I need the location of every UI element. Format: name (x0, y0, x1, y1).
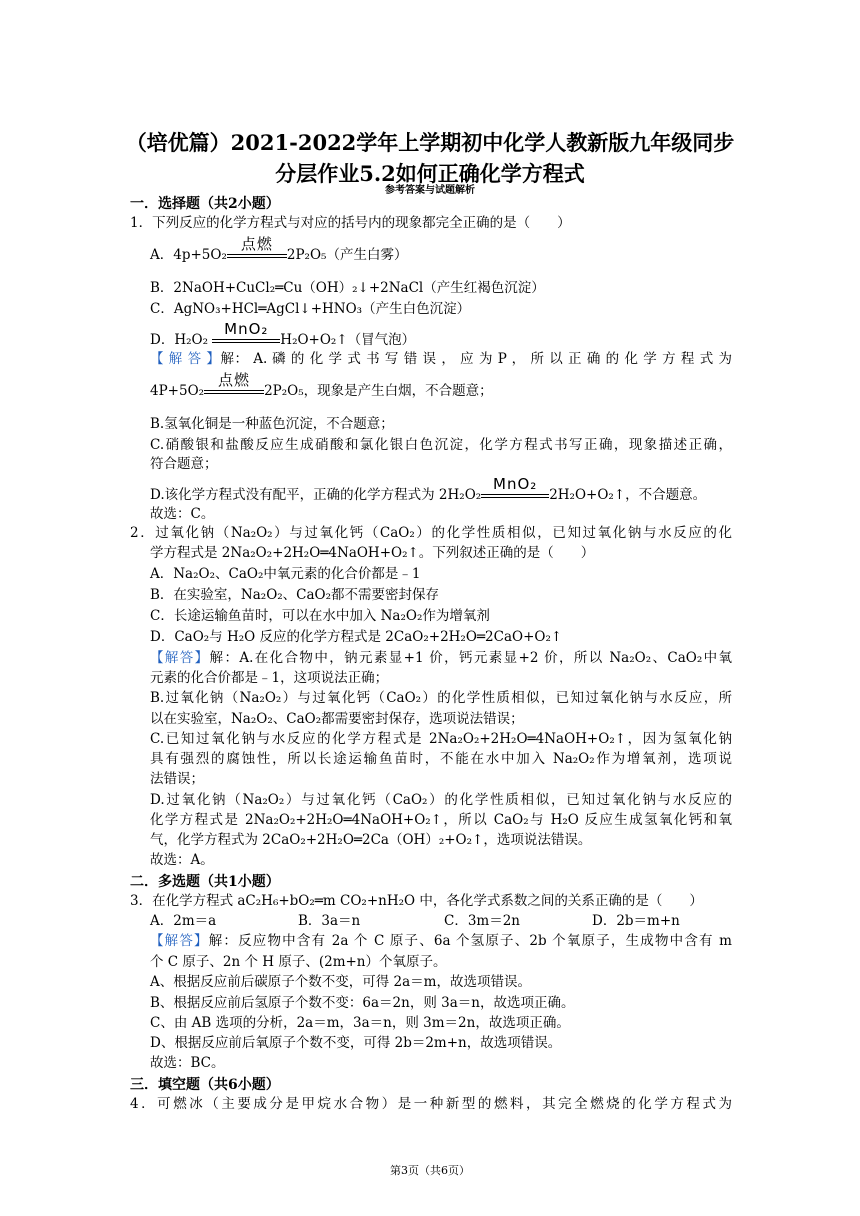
q1-stem: 1．下列反应的化学方程式与对应的括号内的现象都完全正确的是（ ） (130, 215, 571, 231)
q2-answer-line2: 元素的化合价都是﹣1，这项说法正确； (150, 670, 389, 686)
q2-stem-line2: 学方程式是 2Na₂O₂+2H₂O═4NaOH+O₂↑。下列叙述正确的是（ ） (150, 545, 595, 561)
q2-answer-line6: 具有强烈的腐蚀性，所以长途运输鱼苗时，不能在水中加入 Na₂O₂作为增氧剂，选项说 (150, 751, 732, 767)
q3-choice: 故选：BC。 (150, 1055, 225, 1071)
q1-option-c: C．AgNO₃+HCl═AgCl↓+HNO₃（产生白色沉淀） (150, 301, 471, 317)
q1-answer-line4: C.硝酸银和盐酸反应生成硝酸和氯化银白色沉淀，化学方程式书写正确，现象描述正确， (150, 437, 732, 453)
ignite-condition (204, 371, 264, 400)
q2-option-b: B．在实验室，Na₂O₂、CaO₂都不需要密封保存 (150, 587, 440, 603)
q2-answer-line3: B.过氧化钠（Na₂O₂）与过氧化钙（CaO₂）的化学性质相似，已知过氧化钠与水反应，所 (150, 690, 732, 706)
q1-option-a-left: A．4p+5O₂ (150, 247, 227, 263)
ignite-condition (227, 235, 287, 264)
document-title-line2: 分层作业5.2如何正确化学方程式 (275, 161, 585, 186)
q4-stem: 4．可燃冰（主要成分是甲烷水合物）是一种新型的燃料，其完全燃烧的化学方程式为 (130, 1096, 732, 1112)
q3-answer-line3: A、根据反应前后碳原子个数不变，可得 2a＝m，故选项错误。 (150, 974, 531, 990)
q3-stem: 3．在化学方程式 aC₂H₆+bO₂═m CO₂+nH₂O 中，各化学式系数之间的关系正确的是（ ） (130, 893, 703, 909)
section-heading-multi: 二．多选题（共1小题） (130, 874, 280, 890)
q2-answer-line7: 法错误； (150, 771, 204, 787)
q2-option-c: C．长途运输鱼苗时，可以在水中加入 Na₂O₂作为增氧剂 (150, 608, 490, 624)
q1-option-d (150, 320, 416, 349)
q1-option-d-right: H₂O+O₂↑（冒气泡） (280, 332, 416, 348)
q3-option-c: C．3m＝2n (444, 913, 521, 929)
equals-bar (227, 254, 287, 258)
q3-option-b: B．3a＝n (298, 913, 361, 929)
q3-option-d: D．2b＝m+n (592, 913, 680, 929)
equals-bar (204, 390, 264, 394)
q1-answer-line3: B.氢氧化铜是一种蓝色沉淀，不合题意； (150, 416, 394, 432)
equals-bar (481, 494, 549, 498)
ignite-label: 点燃 (240, 235, 273, 253)
answer-tag: 【解答】 (150, 650, 210, 666)
mno2-condition (212, 320, 280, 349)
mno2-label: MnO₂ (224, 320, 269, 338)
q3-answer-line1: 【解答】解：反应物中含有 2a 个 C 原子、6a 个氢原子、2b 个氧原子，生成物中含有 m (150, 933, 732, 949)
ignite-label: 点燃 (218, 371, 251, 389)
q1-option-a (150, 235, 408, 264)
mno2-condition (481, 475, 549, 504)
mno2-label: MnO₂ (493, 475, 538, 493)
q1-answer-line1: 【 解 答 】解： A. 磷 的 化 学 式 书 写 错 误 ， 应 为 P ， 所 以 正 确 的 化 学 方 程 式 为 (150, 351, 733, 367)
q1-answer-line2: 4P+5O₂ 点燃 2P₂O₅，现象是产生白烟，不合题意； (150, 371, 493, 399)
q1-choice: 故选：C。 (150, 506, 215, 522)
q2-answer-line5: C.已知过氧化钠与水反应的化学方程式是 2Na₂O₂+2H₂O═4NaOH+O₂↑，因为氢氧化钠 (150, 731, 732, 747)
answer-tag: 【 解 答 】 (150, 351, 221, 367)
q3-answer-line4: B、根据反应前后氢原子个数不变：6a＝2n，则 3a＝n，故选项正确。 (150, 995, 575, 1011)
q2-answer-line10: 气，化学方程式为 2CaO₂+2H₂O═2Ca（OH）₂+O₂↑，选项说法错误。 (150, 832, 592, 848)
q1-answer-line6: D.该化学方程式没有配平，正确的化学方程式为 2H₂O₂ MnO₂ 2H₂O+O₂↑，不合题意。 (150, 475, 707, 503)
equals-bar (212, 339, 280, 343)
q2-choice: 故选：A。 (150, 852, 214, 868)
q2-stem-line1: 2．过氧化钠（Na₂O₂）与过氧化钙（CaO₂）的化学性质相似，已知过氧化钠与水反应的化 (130, 525, 732, 541)
q3-answer-line5: C、由 AB 选项的分析，2a＝m，3a＝n，则 3m＝2n，故选项正确。 (150, 1015, 570, 1031)
q2-option-d: D．CaO₂与 H₂O 反应的化学方程式是 2CaO₂+2H₂O═2CaO+O₂↑ (150, 629, 563, 645)
q2-answer-line8: D.过氧化钠（Na₂O₂）与过氧化钙（CaO₂）的化学性质相似，已知过氧化钠与水反应的 (150, 792, 732, 808)
section-heading-choice: 一．选择题（共2小题） (130, 196, 280, 212)
q2-answer-line9: 化学方程式是 2Na₂O₂+2H₂O═4NaOH+O₂↑，所以 CaO₂与 H₂O 反应生成氢氧化钙和氧 (150, 812, 732, 828)
q3-answer-line2: 个 C 原子、2n 个 H 原子、(2m+n）个氧原子。 (150, 954, 447, 970)
document-title-line1: （培优篇）2021-2022学年上学期初中化学人教新版九年级同步 (125, 130, 735, 155)
document-subtitle: 参考答案与试题解析 (385, 185, 475, 196)
page-footer: 第3页（共6页） (390, 1164, 470, 1177)
q3-answer-line6: D、根据反应前后氧原子个数不变，可得 2b＝2m+n，故选项错误。 (150, 1035, 562, 1051)
q2-answer-line1: 【解答】解：A.在化合物中，钠元素显+1 价，钙元素显+2 价，所以 Na₂O₂、CaO₂中氧 (150, 650, 733, 666)
section-heading-fill: 三．填空题（共6小题） (130, 1077, 280, 1093)
q1-option-d-left: D．H₂O₂ (150, 332, 208, 348)
q2-answer-line4: 以在实验室，Na₂O₂、CaO₂都需要密封保存，选项说法错误； (150, 711, 524, 727)
q2-option-a: A．Na₂O₂、CaO₂中氧元素的化合价都是﹣1 (150, 566, 421, 582)
q1-option-a-right: 2P₂O₅（产生白雾） (286, 247, 408, 263)
q1-answer-line5: 符合题意； (150, 456, 218, 472)
answer-tag: 【解答】 (150, 933, 209, 949)
q3-option-a: A．2m＝a (150, 913, 217, 929)
q1-option-b: B．2NaOH+CuCl₂═Cu（OH）₂↓+2NaCl（产生红褐色沉淀） (150, 280, 545, 296)
